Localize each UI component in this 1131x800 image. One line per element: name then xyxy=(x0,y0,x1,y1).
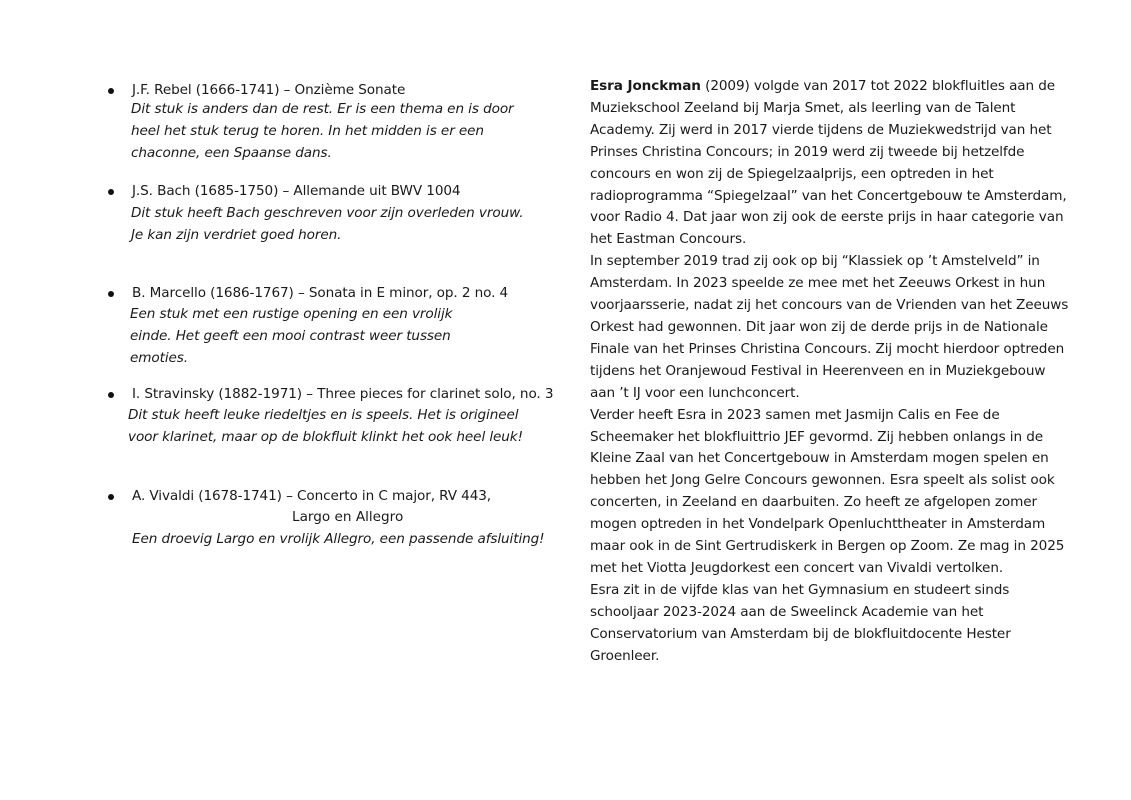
program-item-description: Een stuk met een rustige opening en een vrolijk einde. Het geeft een mooi contrast weer tussen emoties. xyxy=(130,306,453,367)
bio-paragraph-4: Esra zit in de vijfde klas van het Gymnasium en studeert sinds schooljaar 2023-2024 aan de Sweelinck Academie van het Conservatorium van Amsterdam bij de blokfluitdocente Hester Groenleer. xyxy=(590,581,1011,664)
program-item-description: Dit stuk heeft leuke riedeltjes en is speels. Het is origineel voor klarinet, maar op de blokfluit klinkt het ook heel leuk! xyxy=(128,407,523,446)
bullet-icon xyxy=(108,494,114,500)
bullet-icon xyxy=(108,392,114,398)
program-item-title: B. Marcello (1686-1767) – Sonata in E minor, op. 2 no. 4 xyxy=(132,285,509,301)
performer-biography xyxy=(590,76,1070,667)
bullet-icon xyxy=(108,88,114,94)
bullet-icon xyxy=(108,291,114,297)
bio-paragraph-1-text: (2009) volgde van 2017 tot 2022 blokfluitles aan de Muziekschool Zeeland bij Marja Smet, als leerling van de Talent Academy. Zij werd in 2017 vierde tijdens de Muziekwedstrijd van het Prinses Christina Concours; in 2019 werd zij tweede bij hetzelfde concours en won zij de Spiegelzaalprijs, een optreden in het radioprogramma “Spiegelzaal” van het Concertgebouw te Amsterdam, voor Radio 4. Dat jaar won zij ook de eerste prijs in haar categorie van het Eastman Concours. xyxy=(590,78,1067,248)
program-item-subtitle: Largo en Allegro xyxy=(292,509,404,525)
bio-paragraph-1 xyxy=(590,76,1070,251)
performer-name: Esra Jonckman xyxy=(590,78,701,94)
program-item-description: Dit stuk is anders dan de rest. Er is een thema en is door heel het stuk terug te horen. In het midden is er een chaconne, een Spaanse dans. xyxy=(131,101,514,162)
program-list xyxy=(0,0,560,800)
bullet-icon xyxy=(108,189,114,195)
bio-paragraph-2: In september 2019 trad zij ook op bij “Klassiek op ’t Amstelveld” in Amsterdam. In 2023 speelde ze mee met het Zeeuws Orkest in hun voorjaarsserie, nadat zij het concours van de Vrienden van het Zeeuws Orkest had gewonnen. Dit jaar won zij de derde prijs in de Nationale Finale van het Prinses Christina Concours. Zij mocht hierdoor optreden tijdens het Oranjewoud Festival in Heerenveen en in Muziekgebouw aan ’t IJ voor een lunchconcert. xyxy=(590,253,1069,401)
program-item-title: I. Stravinsky (1882-1971) – Three pieces for clarinet solo, no. 3 xyxy=(132,386,554,402)
program-item-description: Een droevig Largo en vrolijk Allegro, een passende afsluiting! xyxy=(132,531,545,547)
bio-paragraph-3: Verder heeft Esra in 2023 samen met Jasmijn Calis en Fee de Scheemaker het blokfluittrio JEF gevormd. Zij hebben onlangs in de Kleine Zaal van het Concertgebouw in Amsterdam mogen spelen en hebben het Jong Gelre Concours gewonnen. Esra speelt als solist ook concerten, in Zeeland en daarbuiten. Zo heeft ze afgelopen zomer mogen optreden in het Vondelpark Openluchttheater in Amsterdam maar ook in de Sint Gertrudiskerk in Bergen op Zoom. Ze mag in 2025 met het Viotta Jeugdorkest een concert van Vivaldi vertolken. xyxy=(590,406,1065,576)
program-item-title: A. Vivaldi (1678-1741) – Concerto in C major, RV 443, xyxy=(132,488,492,504)
program-item-title: J.S. Bach (1685-1750) – Allemande uit BWV 1004 xyxy=(132,183,461,199)
program-item-description: Dit stuk heeft Bach geschreven voor zijn overleden vrouw. Je kan zijn verdriet goed horen. xyxy=(131,205,524,244)
program-item-title: J.F. Rebel (1666-1741) – Onzième Sonate xyxy=(132,82,406,98)
